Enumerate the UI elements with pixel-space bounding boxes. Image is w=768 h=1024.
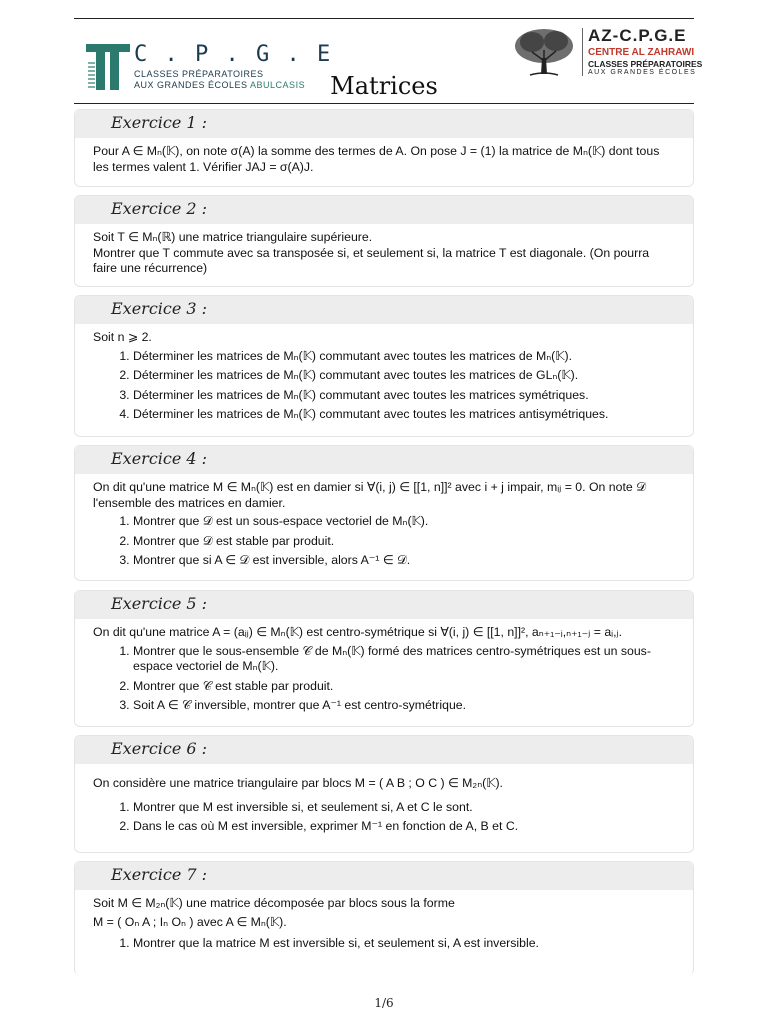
- exercise-paragraph: Soit T ∈ Mₙ(ℝ) une matrice triangulaire supérieure.: [93, 230, 373, 244]
- exercise-paragraph: On dit qu'une matrice M ∈ Mₙ(𝕂) est en damier si ∀(i, j) ∈ [[1, n]]² avec i + j impair, mᵢⱼ = 0. On note 𝒟 l'ensemble des matrices en damier.: [93, 480, 646, 510]
- header-rule: [74, 103, 694, 104]
- exercise-question: 1. Montrer que la matrice M est inversible si, et seulement si, A est inversible.: [133, 936, 675, 952]
- exercise-2: [74, 195, 694, 287]
- exercise-title: Exercice 5 :: [111, 594, 208, 613]
- exercise-question: 1. Montrer que le sous-ensemble 𝒞 de Mₙ(𝕂) formé des matrices centro-symétriques est un sous-espace vectoriel de Mₙ(𝕂).: [133, 644, 675, 675]
- az-logo-line2: CLASSES PRÉPARATOIRES: [588, 59, 703, 69]
- exercise-question: 3. Déterminer les matrices de Mₙ(𝕂) commutant avec toutes les matrices symétriques.: [133, 388, 675, 404]
- exercise-paragraph: Soit M ∈ M₂ₙ(𝕂) une matrice décomposée par blocs sous la forme: [93, 896, 455, 910]
- exercise-question-list: [93, 644, 675, 714]
- exercise-question: 1. Montrer que M est inversible si, et seulement si, A et C le sont.: [133, 800, 675, 816]
- exercise-question: 2. Dans le cas où M est inversible, exprimer M⁻¹ en fonction de A, B et C.: [133, 819, 675, 835]
- exercise-7: [74, 861, 694, 975]
- exercise-body: [75, 474, 693, 569]
- exercise-question-list: [93, 936, 675, 952]
- az-logo-title: AZ-C.P.G.E: [588, 26, 687, 45]
- exercise-question: 2. Montrer que 𝒞 est stable par produit.: [133, 679, 675, 695]
- cpge-logo-line2-text: AUX GRANDES ÉCOLES: [134, 80, 251, 90]
- exercise-paragraph: Pour A ∈ Mₙ(𝕂), on note σ(A) la somme des termes de A. On pose J = (1) la matrice de Mₙ(𝕂) dont tous les termes valent 1. Vérifier JAJ = σ(A)J.: [93, 144, 660, 174]
- exercise-paragraph: On considère une matrice triangulaire par blocs M = ( A B ; O C ) ∈ M₂ₙ(𝕂).: [93, 776, 503, 790]
- page: [74, 0, 703, 1024]
- exercise-paragraph: On dit qu'une matrice A = (aᵢⱼ) ∈ Mₙ(𝕂) est centro-symétrique si ∀(i, j) ∈ [[1, n]]², aₙ₊₁₋ᵢ,ₙ₊₁₋ⱼ = aᵢ,ⱼ.: [93, 625, 623, 639]
- az-logo-divider: [582, 28, 583, 76]
- exercise-header: [75, 591, 693, 619]
- exercise-question: 4. Déterminer les matrices de Mₙ(𝕂) commutant avec toutes les matrices antisymétriques.: [133, 407, 675, 423]
- exercise-1: [74, 109, 694, 187]
- cpge-logo-line1: CLASSES PRÉPARATOIRES: [134, 69, 264, 79]
- exercise-5: [74, 590, 694, 727]
- exercise-header: [75, 862, 693, 890]
- az-logo-line3: AUX GRANDES ÉCOLES: [588, 69, 697, 76]
- exercise-question: 1. Montrer que 𝒟 est un sous-espace vectoriel de Mₙ(𝕂).: [133, 514, 675, 530]
- exercise-6: [74, 735, 694, 853]
- exercise-4: [74, 445, 694, 581]
- exercise-3: [74, 295, 694, 437]
- cpge-logo-line2-accent: ABULCASIS: [250, 80, 306, 90]
- az-logo-line1: CENTRE AL ZAHRAWI: [588, 47, 695, 58]
- exercise-question: 2. Déterminer les matrices de Mₙ(𝕂) commutant avec toutes les matrices de GLₙ(𝕂).: [133, 368, 675, 384]
- exercise-title: Exercice 2 :: [111, 199, 208, 218]
- exercise-paragraph: Montrer que T commute avec sa transposée si, et seulement si, la matrice T est diagonale. (On pourra faire une récurrence): [93, 245, 650, 275]
- page-header: [74, 22, 703, 104]
- exercise-body: [75, 619, 693, 714]
- cpge-logo-title: C . P . G . E: [134, 42, 333, 67]
- exercise-header: [75, 196, 693, 224]
- exercise-question-list: [93, 800, 675, 835]
- exercise-title: Exercice 3 :: [111, 299, 208, 318]
- exercise-body: [75, 224, 693, 277]
- exercise-paragraph: M = ( Oₙ A ; Iₙ Oₙ ) avec A ∈ Mₙ(𝕂).: [93, 914, 287, 929]
- exercise-title: Exercice 1 :: [111, 113, 208, 132]
- top-rule: [74, 18, 694, 19]
- document-title: Matrices: [330, 72, 438, 100]
- exercise-title: Exercice 6 :: [111, 739, 208, 758]
- exercise-question-list: [93, 349, 675, 423]
- exercise-body: [75, 138, 693, 175]
- exercise-body: [75, 764, 693, 835]
- exercise-header: [75, 110, 693, 138]
- exercise-title: Exercice 7 :: [111, 865, 208, 884]
- exercise-question: 1. Déterminer les matrices de Mₙ(𝕂) commutant avec toutes les matrices de Mₙ(𝕂).: [133, 349, 675, 365]
- exercise-question: 3. Montrer que si A ∈ 𝒟 est inversible, alors A⁻¹ ∈ 𝒟.: [133, 553, 675, 569]
- exercise-header: [75, 736, 693, 764]
- exercise-body: [75, 324, 693, 423]
- exercise-body: [75, 890, 693, 952]
- exercise-question-list: [93, 514, 675, 569]
- exercise-title: Exercice 4 :: [111, 449, 208, 468]
- exercise-header: [75, 296, 693, 324]
- tree-icon: [512, 26, 576, 78]
- exercise-header: [75, 446, 693, 474]
- page-number: 1/6: [374, 996, 394, 1010]
- exercise-question: 2. Montrer que 𝒟 est stable par produit.: [133, 534, 675, 550]
- exercise-question: 3. Soit A ∈ 𝒞 inversible, montrer que A⁻¹ est centro-symétrique.: [133, 698, 675, 714]
- exercise-paragraph: Soit n ⩾ 2.: [93, 330, 152, 344]
